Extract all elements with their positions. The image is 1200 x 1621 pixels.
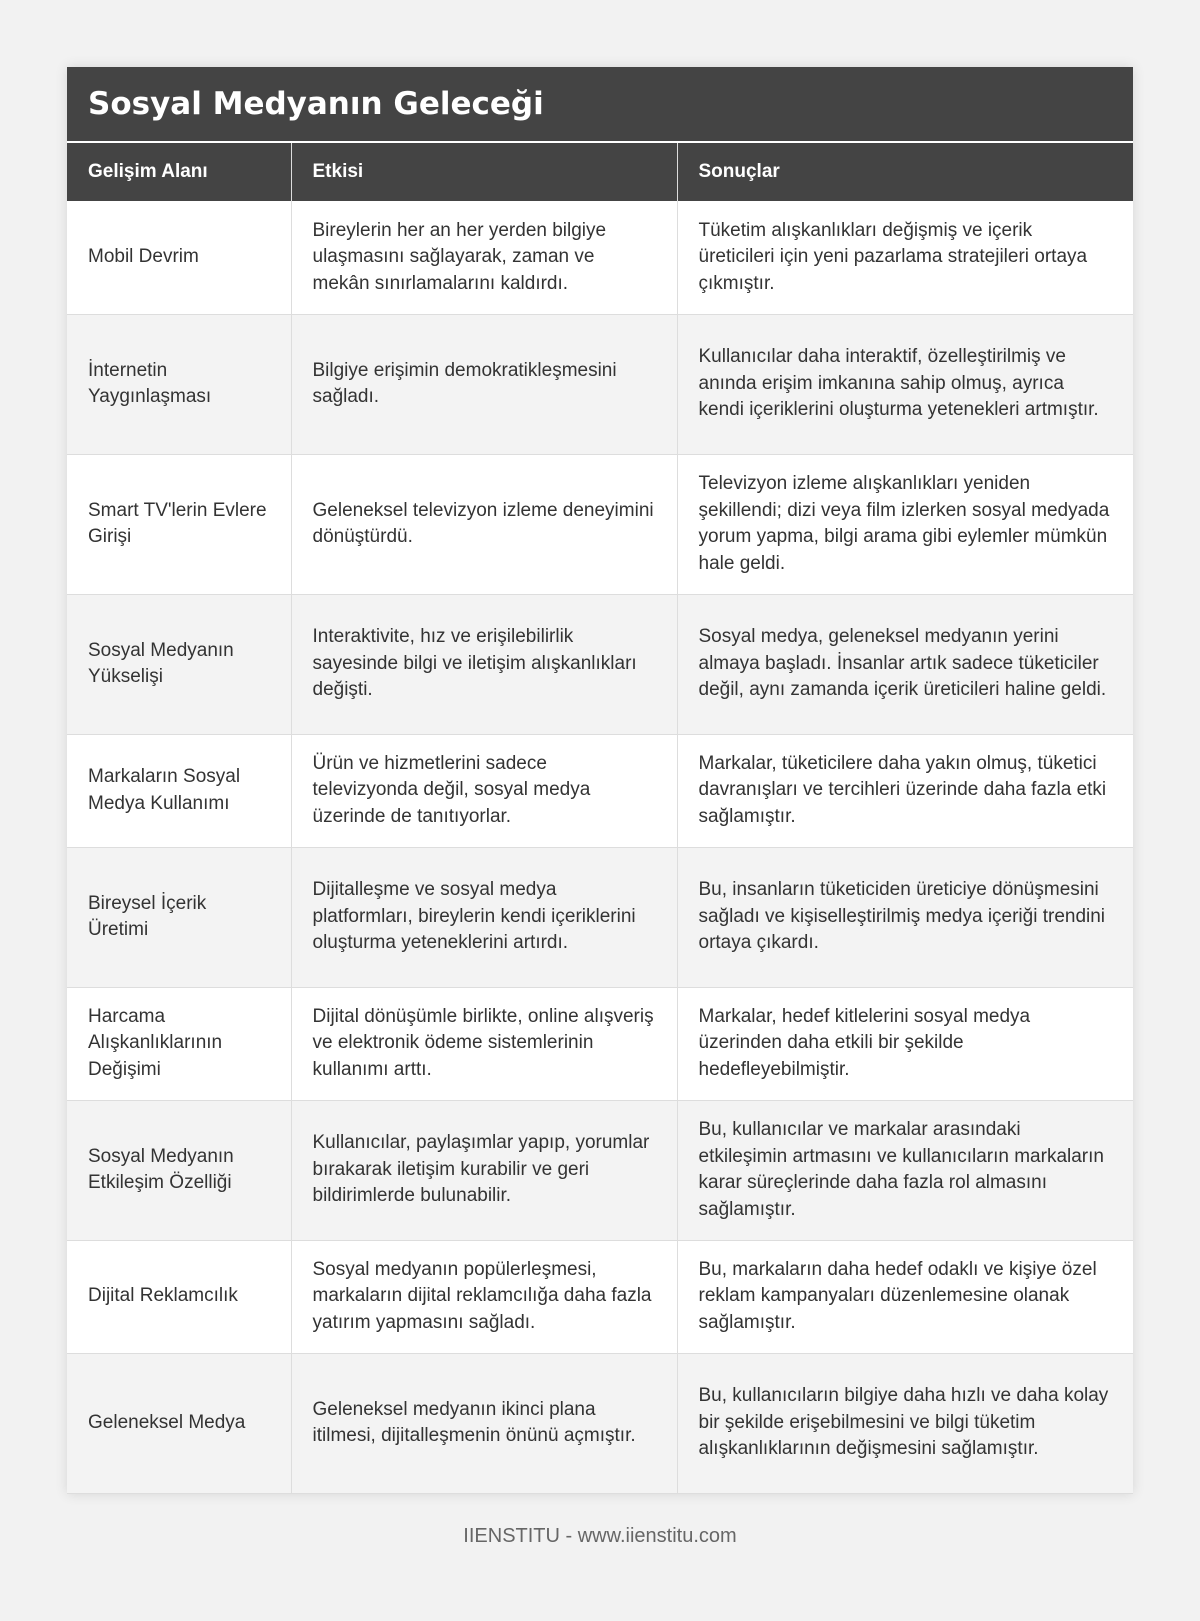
cell-result: Tüketim alışkanlıkları değişmiş ve içerik üreticileri için yeni pazarlama stratejileri ortaya çıkmıştır.	[677, 201, 1133, 314]
cell-result: Bu, insanların tüketiciden üreticiye dönüşmesini sağladı ve kişiselleştirilmiş medya içeriği trendini ortaya çıkardı.	[677, 847, 1133, 987]
cell-area: Bireysel İçerik Üretimi	[67, 847, 291, 987]
column-header-area: Gelişim Alanı	[67, 143, 291, 201]
cell-result: Televizyon izleme alışkanlıkları yeniden şekillendi; dizi veya film izlerken sosyal medyada yorum yapma, bilgi arama gibi eylemler mümkün hale geldi.	[677, 454, 1133, 594]
cell-result: Kullanıcılar daha interaktif, özelleştirilmiş ve anında erişim imkanına sahip olmuş, ayrıca kendi içeriklerini oluşturma yetenekleri artmıştır.	[677, 314, 1133, 454]
cell-area: Sosyal Medyanın Yükselişi	[67, 594, 291, 734]
cell-result: Bu, kullanıcılar ve markalar arasındaki etkileşimin artmasını ve kullanıcıların markaların karar süreçlerinde daha fazla rol almasını sağlamıştır.	[677, 1100, 1133, 1240]
table-row	[67, 734, 1133, 847]
cell-result: Markalar, tüketicilere daha yakın olmuş, tüketici davranışları ve tercihleri üzerinde daha fazla etki sağlamıştır.	[677, 734, 1133, 847]
cell-effect: Interaktivite, hız ve erişilebilirlik sayesinde bilgi ve iletişim alışkanlıkları değişti.	[291, 594, 677, 734]
cell-area: Markaların Sosyal Medya Kullanımı	[67, 734, 291, 847]
cell-effect: Sosyal medyanın popülerleşmesi, markaların dijital reklamcılığa daha fazla yatırım yapmasını sağladı.	[291, 1240, 677, 1353]
table-row	[67, 594, 1133, 734]
footer-credit: IIENSTITU - www.iienstitu.com	[463, 1525, 737, 1547]
cell-effect: Geleneksel medyanın ikinci plana itilmesi, dijitalleşmenin önünü açmıştır.	[291, 1353, 677, 1493]
cell-area: Dijital Reklamcılık	[67, 1240, 291, 1353]
cell-effect: Bireylerin her an her yerden bilgiye ulaşmasını sağlayarak, zaman ve mekân sınırlamalarını kaldırdı.	[291, 201, 677, 314]
data-table	[67, 143, 1133, 1494]
cell-area: Harcama Alışkanlıklarının Değişimi	[67, 987, 291, 1100]
table-header-row	[67, 143, 1133, 201]
table-row	[67, 454, 1133, 594]
table-row	[67, 201, 1133, 314]
cell-effect: Dijital dönüşümle birlikte, online alışveriş ve elektronik ödeme sistemlerinin kullanımı arttı.	[291, 987, 677, 1100]
cell-effect: Ürün ve hizmetlerini sadece televizyonda değil, sosyal medya üzerinde de tanıtıyorlar.	[291, 734, 677, 847]
cell-result: Bu, markaların daha hedef odaklı ve kişiye özel reklam kampanyaları düzenlemesine olanak sağlamıştır.	[677, 1240, 1133, 1353]
table-row	[67, 847, 1133, 987]
title-bar	[67, 67, 1133, 143]
cell-area: Mobil Devrim	[67, 201, 291, 314]
table-row	[67, 1100, 1133, 1240]
table-row	[67, 987, 1133, 1100]
table-card	[67, 67, 1133, 1494]
column-header-effect: Etkisi	[291, 143, 677, 201]
table-row	[67, 314, 1133, 454]
page-title: Sosyal Medyanın Geleceği	[88, 86, 544, 122]
cell-effect: Dijitalleşme ve sosyal medya platformları, bireylerin kendi içeriklerini oluşturma yeteneklerini artırdı.	[291, 847, 677, 987]
cell-area: Sosyal Medyanın Etkileşim Özelliği	[67, 1100, 291, 1240]
column-header-result: Sonuçlar	[677, 143, 1133, 201]
cell-result: Sosyal medya, geleneksel medyanın yerini almaya başladı. İnsanlar artık sadece tüketiciler değil, aynı zamanda içerik üreticileri haline geldi.	[677, 594, 1133, 734]
cell-result: Bu, kullanıcıların bilgiye daha hızlı ve daha kolay bir şekilde erişebilmesini ve bilgi tüketim alışkanlıklarının değişmesini sağlamıştır.	[677, 1353, 1133, 1493]
table-row	[67, 1353, 1133, 1493]
cell-effect: Bilgiye erişimin demokratikleşmesini sağladı.	[291, 314, 677, 454]
cell-result: Markalar, hedef kitlelerini sosyal medya üzerinden daha etkili bir şekilde hedefleyebilmiştir.	[677, 987, 1133, 1100]
table-row	[67, 1240, 1133, 1353]
cell-area: İnternetin Yaygınlaşması	[67, 314, 291, 454]
cell-area: Smart TV'lerin Evlere Girişi	[67, 454, 291, 594]
cell-effect: Geleneksel televizyon izleme deneyimini dönüştürdü.	[291, 454, 677, 594]
cell-effect: Kullanıcılar, paylaşımlar yapıp, yorumlar bırakarak iletişim kurabilir ve geri bildirimlerde bulunabilir.	[291, 1100, 677, 1240]
cell-area: Geleneksel Medya	[67, 1353, 291, 1493]
